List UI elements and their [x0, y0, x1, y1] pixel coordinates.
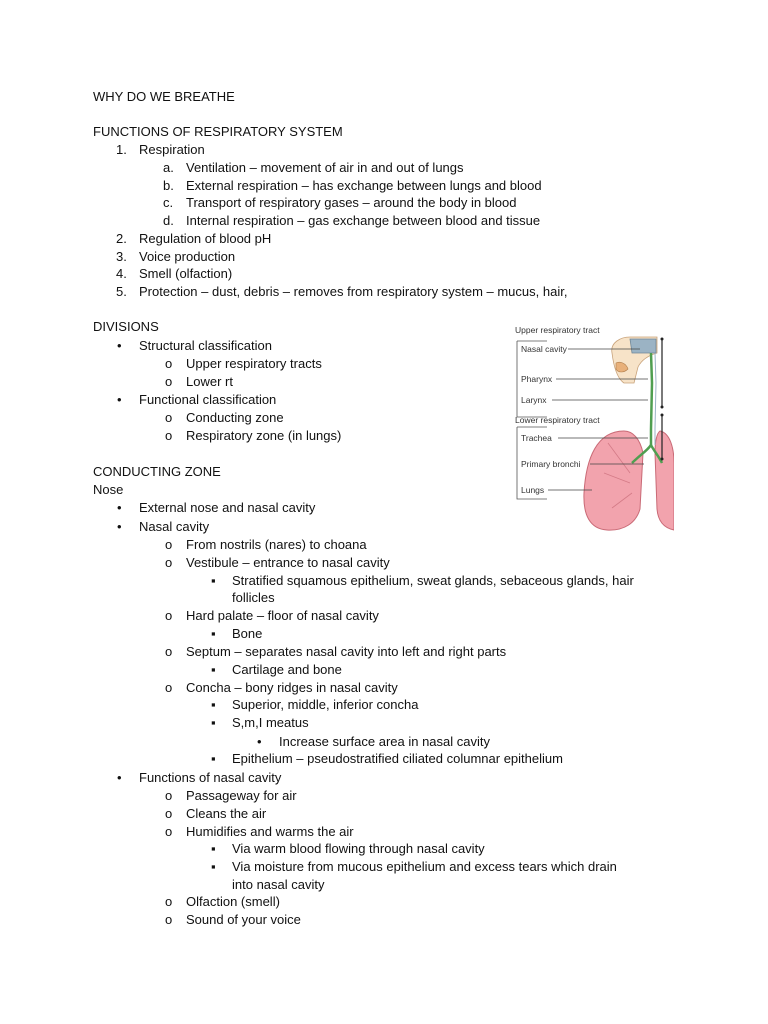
list-marker: • — [117, 519, 122, 534]
conducting-subheading: Nose — [93, 482, 124, 497]
divisions-heading: DIVISIONS — [93, 319, 159, 334]
list-item: External respiration – has exchange between lungs and blood — [186, 178, 542, 193]
list-item: External nose and nasal cavity — [139, 500, 316, 515]
list-marker: ▪ — [211, 626, 216, 641]
list-item: Via warm blood flowing through nasal cavity — [232, 841, 485, 856]
list-item: Cartilage and bone — [232, 662, 342, 677]
list-item: Conducting zone — [186, 410, 284, 425]
list-item: follicles — [232, 590, 275, 605]
list-marker: o — [165, 374, 173, 389]
list-item: Upper respiratory tracts — [186, 356, 322, 371]
list-marker: o — [165, 428, 173, 443]
figure-label-primary-bronchi: Primary bronchi — [521, 459, 581, 469]
list-item: Via moisture from mucous epithelium and excess tears which drain — [232, 859, 617, 874]
list-item: Humidifies and warms the air — [186, 824, 354, 839]
respiratory-tract-diagram — [512, 323, 674, 533]
list-marker: 5. — [116, 284, 127, 299]
list-marker: 1. — [116, 142, 127, 157]
figure-label-lungs: Lungs — [521, 485, 545, 495]
list-marker: o — [165, 912, 173, 927]
list-marker: ▪ — [211, 697, 216, 712]
list-item: Septum – separates nasal cavity into left and right parts — [186, 644, 507, 659]
list-item: Increase surface area in nasal cavity — [279, 734, 490, 749]
list-marker: o — [165, 788, 173, 803]
list-marker: o — [165, 537, 173, 552]
list-item: Structural classification — [139, 338, 272, 353]
list-marker: o — [165, 894, 173, 909]
list-item: Respiratory zone (in lungs) — [186, 428, 342, 443]
list-marker: o — [165, 824, 173, 839]
list-marker: o — [165, 680, 173, 695]
figure-label-trachea: Trachea — [521, 433, 552, 443]
list-item: Stratified squamous epithelium, sweat glands, sebaceous glands, hair — [232, 573, 634, 588]
list-marker: 2. — [116, 231, 127, 246]
list-marker: c. — [163, 195, 174, 210]
list-marker: ▪ — [211, 859, 216, 874]
list-marker: o — [165, 806, 173, 821]
list-item: Transport of respiratory gases – around the body in blood — [186, 195, 517, 210]
list-item: Respiration — [139, 142, 205, 157]
list-marker: • — [117, 770, 122, 785]
list-item: Nasal cavity — [139, 519, 210, 534]
list-item: Hard palate – floor of nasal cavity — [186, 608, 379, 623]
list-item: Internal respiration – gas exchange between blood and tissue — [186, 213, 541, 228]
list-marker: o — [165, 356, 173, 371]
list-item: Ventilation – movement of air in and out of lungs — [186, 160, 464, 175]
list-marker: ▪ — [211, 715, 216, 730]
list-item: Passageway for air — [186, 788, 297, 803]
list-marker: o — [165, 644, 173, 659]
list-item: Protection – dust, debris – removes from respiratory system – mucus, hair, — [139, 284, 568, 299]
list-marker: • — [117, 392, 122, 407]
list-item: Lower rt — [186, 374, 233, 389]
list-item: Regulation of blood pH — [139, 231, 272, 246]
list-marker: 3. — [116, 249, 127, 264]
list-item: Epithelium – pseudostratified ciliated columnar epithelium — [232, 751, 563, 766]
list-marker: 4. — [116, 266, 127, 281]
list-item: S,m,I meatus — [232, 715, 309, 730]
list-item: Vestibule – entrance to nasal cavity — [186, 555, 390, 570]
figure-label-pharynx: Pharynx — [521, 374, 553, 384]
list-item: Bone — [232, 626, 263, 641]
list-item: Functional classification — [139, 392, 277, 407]
figure-label-nasal-cavity: Nasal cavity — [521, 344, 567, 354]
list-marker: ▪ — [211, 841, 216, 856]
list-item: Cleans the air — [186, 806, 267, 821]
list-item: Smell (olfaction) — [139, 266, 233, 281]
list-item: Concha – bony ridges in nasal cavity — [186, 680, 398, 695]
list-marker: o — [165, 410, 173, 425]
list-marker: ▪ — [211, 573, 216, 588]
list-marker: d. — [163, 213, 174, 228]
list-item: into nasal cavity — [232, 877, 325, 892]
functions-heading: FUNCTIONS OF RESPIRATORY SYSTEM — [93, 124, 343, 139]
list-item: From nostrils (nares) to choana — [186, 537, 367, 552]
conducting-heading: CONDUCTING ZONE — [93, 464, 221, 479]
figure-label-lower-tract: Lower respiratory tract — [515, 415, 600, 425]
figure-label-upper-tract: Upper respiratory tract — [515, 325, 600, 335]
list-marker: o — [165, 608, 173, 623]
figure-label-larynx: Larynx — [521, 395, 547, 405]
list-item: Voice production — [139, 249, 236, 264]
list-item: Functions of nasal cavity — [139, 770, 282, 785]
list-marker: o — [165, 555, 173, 570]
list-marker: b. — [163, 178, 174, 193]
list-marker: a. — [163, 160, 174, 175]
list-marker: ▪ — [211, 751, 216, 766]
page-title: WHY DO WE BREATHE — [93, 89, 235, 104]
list-item: Superior, middle, inferior concha — [232, 697, 419, 712]
list-marker: • — [117, 500, 122, 515]
list-marker: • — [117, 338, 122, 353]
list-marker: • — [257, 734, 262, 749]
list-item: Sound of your voice — [186, 912, 301, 927]
list-marker: ▪ — [211, 662, 216, 677]
list-item: Olfaction (smell) — [186, 894, 280, 909]
